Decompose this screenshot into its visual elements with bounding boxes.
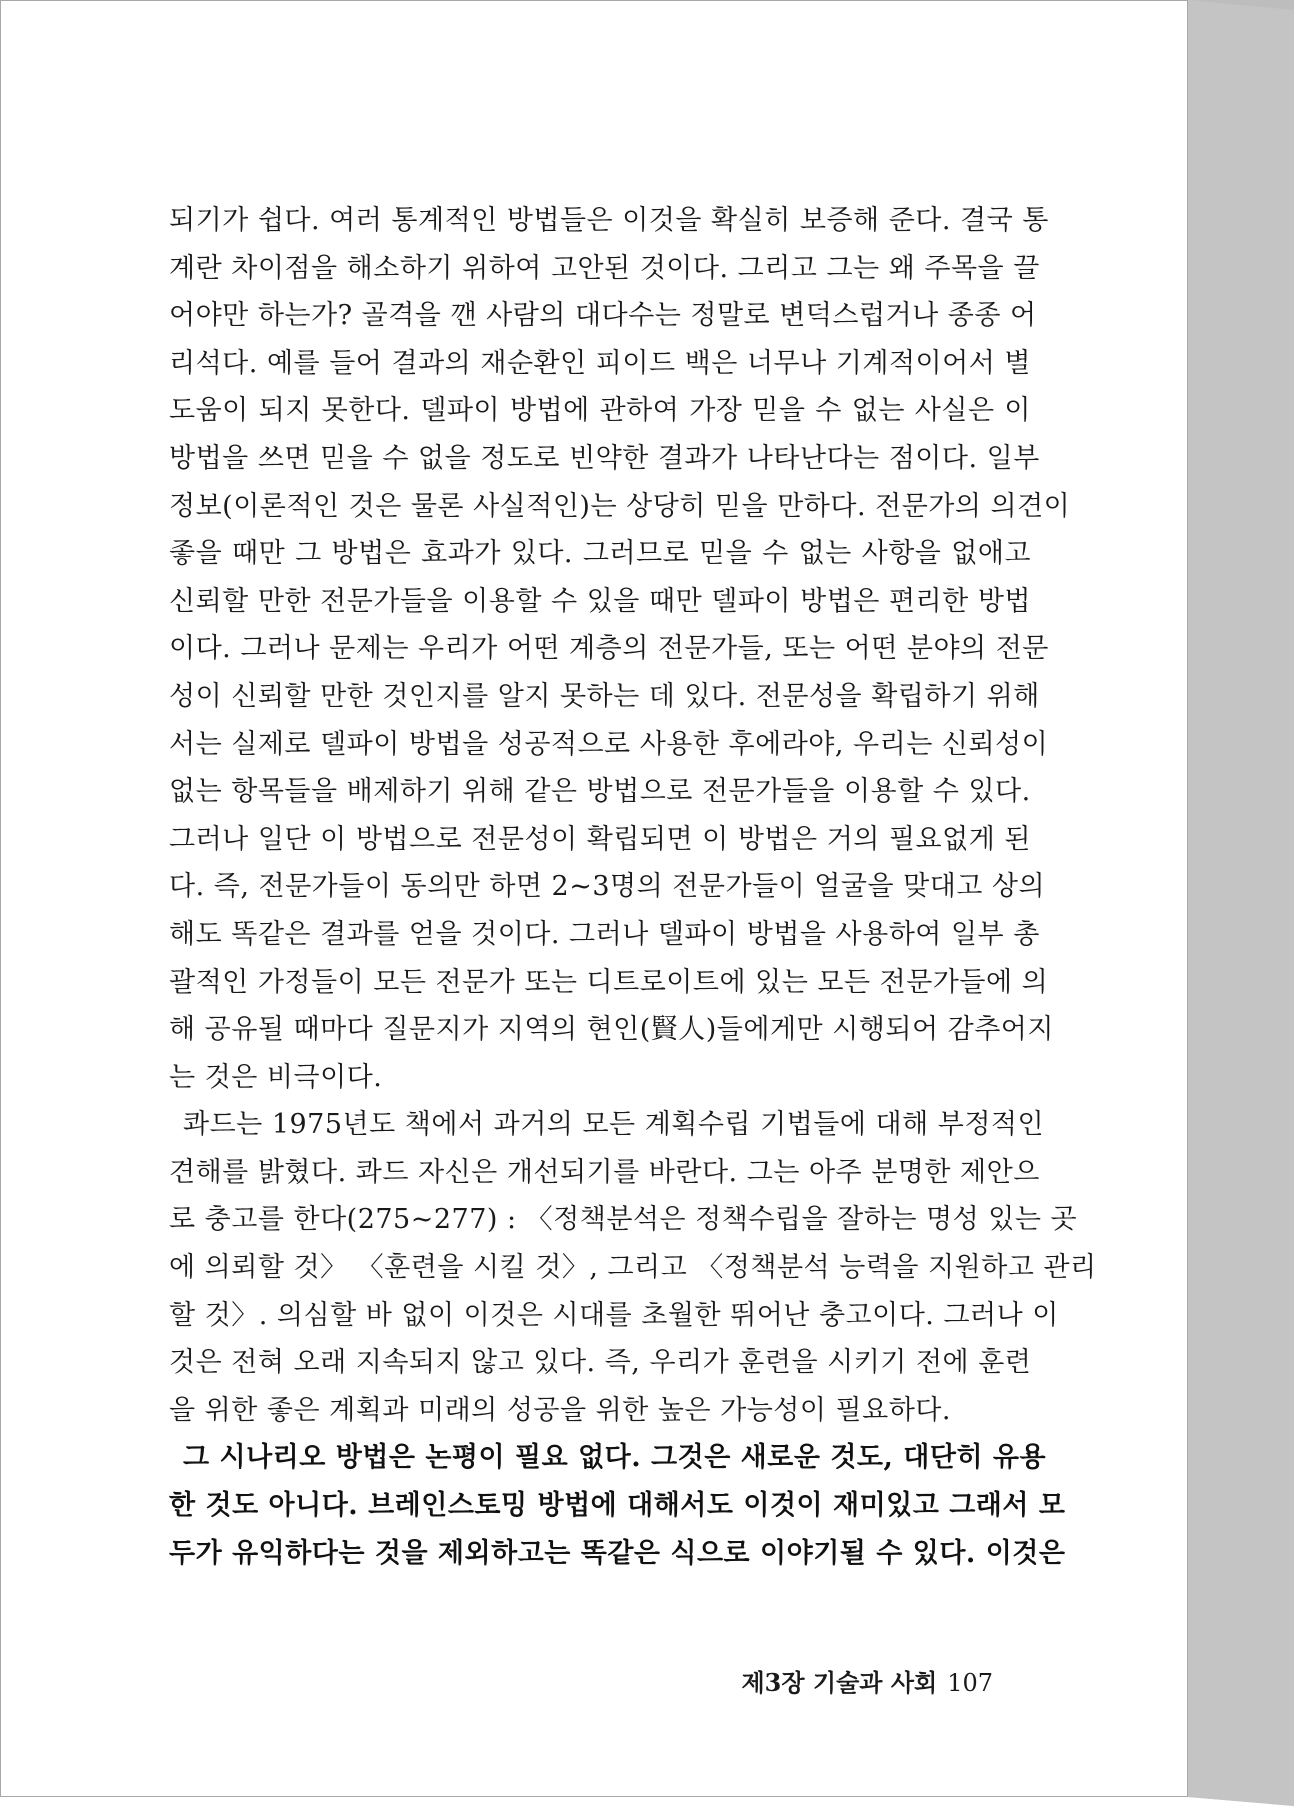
text-line: 좋을 때만 그 방법은 효과가 있다. 그러므로 믿을 수 없는 사항을 없애고 <box>169 538 1031 570</box>
text-line: 견해를 밝혔다. 콰드 자신은 개선되기를 바란다. 그는 아주 분명한 제안으 <box>169 1156 1040 1188</box>
text-line: 해 공유될 때마다 질문지가 지역의 현인(賢人)들에게만 시행되어 감추어지 <box>169 1014 1054 1046</box>
text-line: 성이 신뢰할 만한 것인지를 알지 못하는 데 있다. 전문성을 확립하기 위해 <box>169 680 1040 712</box>
text-line: 서는 실제로 델파이 방법을 성공적으로 사용한 후에라야, 우리는 신뢰성이 <box>169 728 1049 760</box>
text-line: 없는 항목들을 배제하기 위해 같은 방법으로 전문가들을 이용할 수 있다. <box>169 776 1031 808</box>
text-line: 한 것도 아니다. 브레인스토밍 방법에 대해서도 이것이 재미있고 그래서 모 <box>169 1490 1066 1522</box>
text-line: 어야만 하는가? 골격을 깬 사람의 대다수는 정말로 변덕스럽거나 종종 어 <box>169 300 1037 332</box>
text-line: 콰드는 1975년도 책에서 과거의 모든 계획수립 기법들에 대해 부정적인 <box>183 1109 1045 1141</box>
text-line: 도움이 되지 못한다. 델파이 방법에 관하여 가장 믿을 수 없는 사실은 이 <box>169 395 1031 427</box>
text-line: 되기가 쉽다. 여러 통계적인 방법들은 이것을 확실히 보증해 준다. 결국 통 <box>169 205 1049 236</box>
text-line: 을 위한 좋은 계획과 미래의 성공을 위한 높은 가능성이 필요하다. <box>169 1394 951 1426</box>
page-number: 107 <box>947 1669 993 1697</box>
text-line: 방법을 쓰면 믿을 수 없을 정도로 빈약한 결과가 나타난다는 점이다. 일부 <box>169 442 1040 474</box>
text-line: 다. 즉, 전문가들이 동의만 하면 2~3명의 전문가들이 얼굴을 맞대고 상의 <box>169 871 1046 903</box>
text-line: 에 의뢰할 것〉 〈훈련을 시킬 것〉, 그리고 〈정책분석 능력을 지원하고 관리 <box>169 1252 1097 1284</box>
text-line: 리석다. 예를 들어 결과의 재순환인 피이드 백은 너무나 기계적이어서 별 <box>169 347 1031 379</box>
text-line: 는 것은 비극이다. <box>169 1061 383 1093</box>
text-line: 할 것〉. 의심할 바 없이 이것은 시대를 초월한 뛰어난 충고이다. 그러나 이 <box>169 1299 1059 1331</box>
text-line: 그러나 일단 이 방법으로 전문성이 확립되면 이 방법은 거의 필요없게 된 <box>169 823 1031 855</box>
chapter-title: 제3장 기술과 사회 <box>741 1668 938 1697</box>
text-line: 신뢰할 만한 전문가들을 이용할 수 있을 때만 델파이 방법은 편리한 방법 <box>169 585 1031 617</box>
text-line: 로 충고를 한다(275~277) : 〈정책분석은 정책수립을 잘하는 명성 있는 곳 <box>169 1204 1078 1236</box>
text-line: 정보(이론적인 것은 물론 사실적인)는 상당히 믿을 만하다. 전문가의 의견이 <box>169 490 1071 522</box>
text-line: 것은 전혀 오래 지속되지 않고 있다. 즉, 우리가 훈련을 시키기 전에 훈련 <box>169 1347 1032 1379</box>
text-line: 해도 똑같은 결과를 얻을 것이다. 그러나 델파이 방법을 사용하여 일부 총 <box>169 918 1040 950</box>
page-footer <box>1 1663 993 1698</box>
text-line: 괄적인 가정들이 모든 전문가 또는 디트로이트에 있는 모든 전문가들에 의 <box>169 966 1049 998</box>
body-text <box>169 197 1097 1577</box>
text-line: 이다. 그러나 문제는 우리가 어떤 계층의 전문가들, 또는 어떤 분야의 전문 <box>169 633 1049 665</box>
text-line: 두가 유익하다는 것을 제외하고는 똑같은 식으로 이야기될 수 있다. 이것은 <box>169 1537 1066 1569</box>
text-line: 그 시나리오 방법은 논평이 필요 없다. 그것은 새로운 것도, 대단히 유용 <box>183 1442 1047 1474</box>
text-line: 계란 차이점을 해소하기 위하여 고안된 것이다. 그리고 그는 왜 주목을 끌 <box>169 252 1040 284</box>
